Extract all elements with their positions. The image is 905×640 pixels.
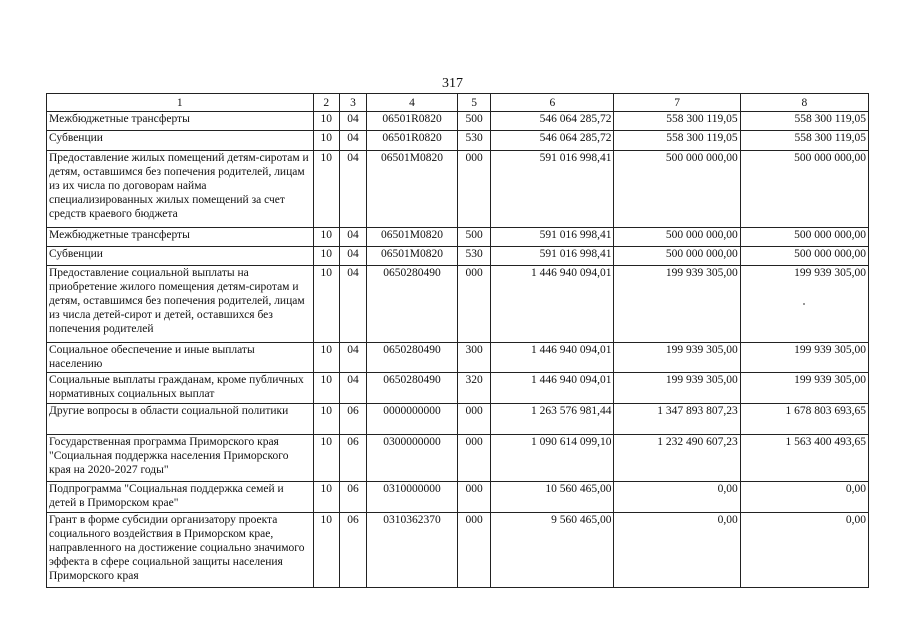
expense-type-code: 000	[457, 151, 490, 228]
table-row	[47, 131, 869, 151]
amount-col8: 0,00	[740, 482, 868, 513]
amount-col7: 558 300 119,05	[614, 131, 740, 151]
subsection-code: 04	[339, 247, 366, 266]
row-name: Субвенции	[47, 247, 314, 266]
target-article-code: 06501M0820	[367, 247, 458, 266]
target-article-code: 06501M0820	[367, 151, 458, 228]
subsection-code: 06	[339, 404, 366, 435]
amount-col8: 199 939 305,00	[740, 343, 868, 373]
section-code: 10	[313, 343, 339, 373]
expense-type-code: 500	[457, 112, 490, 131]
target-article-code: 0310362370	[367, 513, 458, 588]
subsection-code: 04	[339, 131, 366, 151]
table-header	[47, 94, 869, 112]
amount-col7: 500 000 000,00	[614, 247, 740, 266]
amount-col6: 9 560 465,00	[491, 513, 614, 588]
expense-type-code: 000	[457, 513, 490, 588]
amount-col7: 199 939 305,00	[614, 266, 740, 343]
amount-col7: 199 939 305,00	[614, 343, 740, 373]
row-name: Подпрограмма "Социальная поддержка семей и детей в Приморском крае"	[47, 482, 314, 513]
target-article-code: 06501M0820	[367, 228, 458, 247]
amount-col8: 0,00	[740, 513, 868, 588]
section-code: 10	[313, 151, 339, 228]
amount-col7: 1 347 893 807,23	[614, 404, 740, 435]
table-row	[47, 112, 869, 131]
subsection-code: 04	[339, 343, 366, 373]
target-article-code: 06501R0820	[367, 131, 458, 151]
table-row	[47, 343, 869, 373]
column-header: 3	[339, 94, 366, 112]
section-code: 10	[313, 513, 339, 588]
amount-col8: 558 300 119,05	[740, 131, 868, 151]
amount-col6: 1 263 576 981,44	[491, 404, 614, 435]
section-code: 10	[313, 404, 339, 435]
subsection-code: 04	[339, 266, 366, 343]
table-row	[47, 404, 869, 435]
expense-type-code: 000	[457, 482, 490, 513]
expense-type-code: 000	[457, 266, 490, 343]
section-code: 10	[313, 247, 339, 266]
subsection-code: 04	[339, 373, 366, 404]
expense-type-code: 530	[457, 131, 490, 151]
section-code: 10	[313, 112, 339, 131]
target-article-code: 0650280490	[367, 373, 458, 404]
section-code: 10	[313, 228, 339, 247]
amount-col6: 1 090 614 099,10	[491, 435, 614, 482]
amount-col6: 10 560 465,00	[491, 482, 614, 513]
amount-col8: 500 000 000,00	[740, 151, 868, 228]
target-article-code: 0650280490	[367, 266, 458, 343]
table-body	[47, 112, 869, 588]
section-code: 10	[313, 131, 339, 151]
column-header: 8	[740, 94, 868, 112]
target-article-code: 0650280490	[367, 343, 458, 373]
column-header: 7	[614, 94, 740, 112]
row-name: Предоставление жилых помещений детям-сиротам и детям, оставшимся без попечения родителей, лицам из их числа по договорам найма специализированных жилых помещений за счет средств краевого бюджета	[47, 151, 314, 228]
scan-speck	[803, 303, 805, 305]
expense-type-code: 300	[457, 343, 490, 373]
amount-col8: 500 000 000,00	[740, 247, 868, 266]
amount-col7: 558 300 119,05	[614, 112, 740, 131]
row-name: Государственная программа Приморского края "Социальная поддержка населения Приморского края на 2020-2027 годы"	[47, 435, 314, 482]
subsection-code: 06	[339, 435, 366, 482]
column-header: 1	[47, 94, 314, 112]
amount-col8: 1 678 803 693,65	[740, 404, 868, 435]
target-article-code: 06501R0820	[367, 112, 458, 131]
header-row	[47, 94, 869, 112]
row-name: Межбюджетные трансферты	[47, 112, 314, 131]
table-row	[47, 151, 869, 228]
amount-col8: 558 300 119,05	[740, 112, 868, 131]
amount-col6: 1 446 940 094,01	[491, 266, 614, 343]
row-name: Межбюджетные трансферты	[47, 228, 314, 247]
section-code: 10	[313, 482, 339, 513]
amount-col7: 0,00	[614, 482, 740, 513]
section-code: 10	[313, 435, 339, 482]
amount-col8: 199 939 305,00	[740, 373, 868, 404]
column-header: 4	[367, 94, 458, 112]
table-row	[47, 373, 869, 404]
amount-col8: 500 000 000,00	[740, 228, 868, 247]
subsection-code: 04	[339, 151, 366, 228]
target-article-code: 0300000000	[367, 435, 458, 482]
amount-col7: 1 232 490 607,23	[614, 435, 740, 482]
amount-col6: 591 016 998,41	[491, 228, 614, 247]
expense-type-code: 000	[457, 435, 490, 482]
page-number: 317	[442, 76, 463, 91]
table-row	[47, 513, 869, 588]
row-name: Предоставление социальной выплаты на приобретение жилого помещения детям-сиротам и детям, оставшимся без попечения родителей, лицам из числа детей-сирот и детей, оставшихся без попечения родителей	[47, 266, 314, 343]
amount-col7: 199 939 305,00	[614, 373, 740, 404]
subsection-code: 06	[339, 513, 366, 588]
table-row	[47, 228, 869, 247]
amount-col6: 546 064 285,72	[491, 112, 614, 131]
row-name: Социальное обеспечение и иные выплаты населению	[47, 343, 314, 373]
expense-type-code: 500	[457, 228, 490, 247]
amount-col6: 591 016 998,41	[491, 247, 614, 266]
amount-col6: 1 446 940 094,01	[491, 343, 614, 373]
row-name: Грант в форме субсидии организатору проекта социального воздействия в Приморском крае, направленного на достижение социально значимого эффекта в сфере социальной защиты населения Приморского края	[47, 513, 314, 588]
table-row	[47, 435, 869, 482]
budget-table	[46, 93, 869, 588]
row-name: Субвенции	[47, 131, 314, 151]
amount-col6: 591 016 998,41	[491, 151, 614, 228]
column-header: 5	[457, 94, 490, 112]
expense-type-code: 530	[457, 247, 490, 266]
section-code: 10	[313, 266, 339, 343]
table-row	[47, 247, 869, 266]
amount-col6: 546 064 285,72	[491, 131, 614, 151]
target-article-code: 0310000000	[367, 482, 458, 513]
table-row	[47, 482, 869, 513]
column-header: 2	[313, 94, 339, 112]
row-name: Социальные выплаты гражданам, кроме публичных нормативных социальных выплат	[47, 373, 314, 404]
amount-col7: 500 000 000,00	[614, 228, 740, 247]
section-code: 10	[313, 373, 339, 404]
subsection-code: 06	[339, 482, 366, 513]
expense-type-code: 320	[457, 373, 490, 404]
amount-col8: 1 563 400 493,65	[740, 435, 868, 482]
target-article-code: 0000000000	[367, 404, 458, 435]
amount-col8: 199 939 305,00	[740, 266, 868, 343]
column-header: 6	[491, 94, 614, 112]
amount-col7: 500 000 000,00	[614, 151, 740, 228]
expense-type-code: 000	[457, 404, 490, 435]
amount-col6: 1 446 940 094,01	[491, 373, 614, 404]
amount-col7: 0,00	[614, 513, 740, 588]
subsection-code: 04	[339, 112, 366, 131]
subsection-code: 04	[339, 228, 366, 247]
row-name: Другие вопросы в области социальной политики	[47, 404, 314, 435]
table-row	[47, 266, 869, 343]
